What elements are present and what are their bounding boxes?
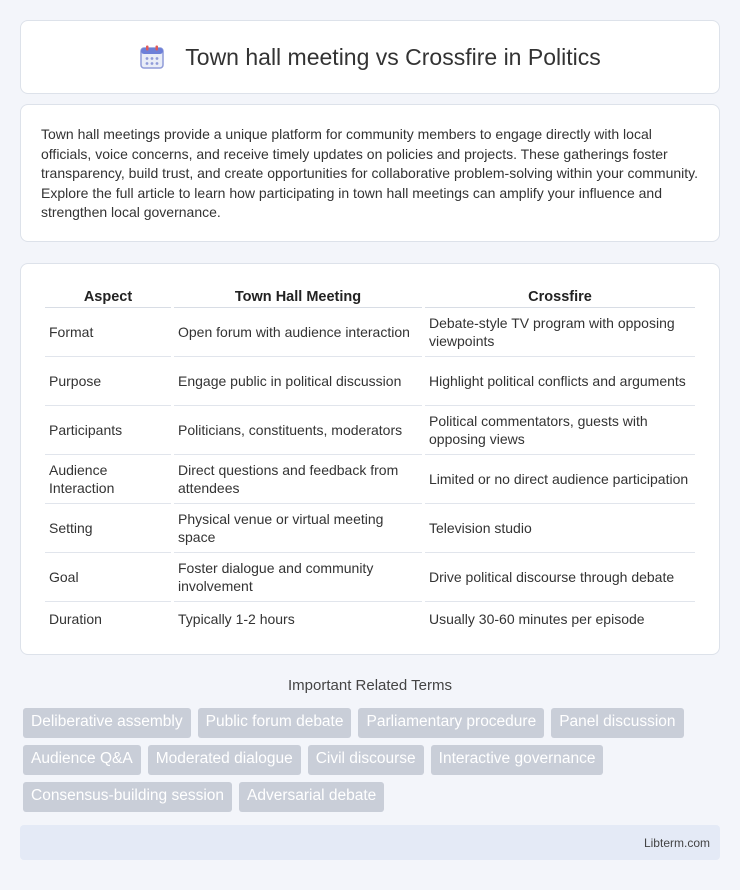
related-term-tag[interactable]: Deliberative assembly — [23, 708, 191, 738]
aspect-cell: Setting — [45, 504, 171, 553]
related-term-tag[interactable]: Panel discussion — [551, 708, 683, 738]
header-aspect: Aspect — [45, 284, 171, 308]
town-hall-cell: Politicians, constituents, moderators — [174, 406, 422, 455]
related-term-tag[interactable]: Public forum debate — [198, 708, 352, 738]
table-header-row — [45, 284, 695, 308]
footer — [20, 825, 720, 860]
table-row — [45, 504, 695, 553]
table-row — [45, 602, 695, 635]
page-title: Town hall meeting vs Crossfire in Politics — [185, 43, 601, 70]
related-term-tag[interactable]: Civil discourse — [308, 745, 424, 775]
town-hall-cell: Physical venue or virtual meeting space — [174, 504, 422, 553]
aspect-cell: Format — [45, 308, 171, 357]
related-term-tag[interactable]: Audience Q&A — [23, 745, 141, 775]
aspect-cell: Duration — [49, 610, 102, 627]
crossfire-cell: Highlight political conflicts and arguments — [425, 357, 695, 406]
crossfire-cell: Drive political discourse through debate — [425, 553, 695, 602]
table-row — [45, 357, 695, 406]
town-hall-cell: Foster dialogue and community involvement — [174, 553, 422, 602]
town-hall-cell: Open forum with audience interaction — [174, 308, 422, 357]
intro-text: Town hall meetings provide a unique platform for community members to engage directly with local officials, voice concerns, and receive timely updates on policies and projects. These gatherings foster transparency, build trust, and create opportunities for collaborative problem-solving within your community. Explore the full article to learn how participating in town hall meetings can amplify your influence and strengthen local governance. — [41, 126, 699, 220]
aspect-cell: Audience Interaction — [45, 455, 171, 504]
related-terms-list — [23, 708, 723, 819]
related-term-tag[interactable]: Consensus-building session — [23, 782, 232, 812]
footer-site-link[interactable]: Libterm.com — [643, 836, 710, 850]
crossfire-cell: Political commentators, guests with opposing views — [425, 406, 695, 455]
calendar-icon — [139, 44, 165, 70]
table-row — [45, 308, 695, 357]
comparison-table — [42, 284, 698, 635]
related-term-tag[interactable]: Interactive governance — [431, 745, 604, 775]
aspect-cell: Purpose — [45, 357, 171, 406]
crossfire-cell: Debate-style TV program with opposing viewpoints — [425, 308, 695, 357]
town-hall-cell: Typically 1-2 hours — [178, 610, 295, 627]
table-row — [45, 406, 695, 455]
intro-card — [20, 104, 720, 242]
related-term-tag[interactable]: Parliamentary procedure — [358, 708, 544, 738]
title-card — [20, 20, 720, 94]
town-hall-cell: Direct questions and feedback from attendees — [174, 455, 422, 504]
header-crossfire: Crossfire — [425, 284, 695, 308]
comparison-table-card — [20, 263, 720, 655]
aspect-cell: Participants — [45, 406, 171, 455]
crossfire-cell: Usually 30-60 minutes per episode — [429, 610, 645, 627]
crossfire-cell: Television studio — [425, 504, 695, 553]
related-term-tag[interactable]: Moderated dialogue — [148, 745, 301, 775]
table-row — [45, 553, 695, 602]
aspect-cell: Goal — [45, 553, 171, 602]
table-row — [45, 455, 695, 504]
related-term-tag[interactable]: Adversarial debate — [239, 782, 384, 812]
related-terms-title: Important Related Terms — [288, 677, 452, 694]
header-town-hall: Town Hall Meeting — [174, 284, 422, 308]
crossfire-cell: Limited or no direct audience participation — [425, 455, 695, 504]
town-hall-cell: Engage public in political discussion — [174, 357, 422, 406]
